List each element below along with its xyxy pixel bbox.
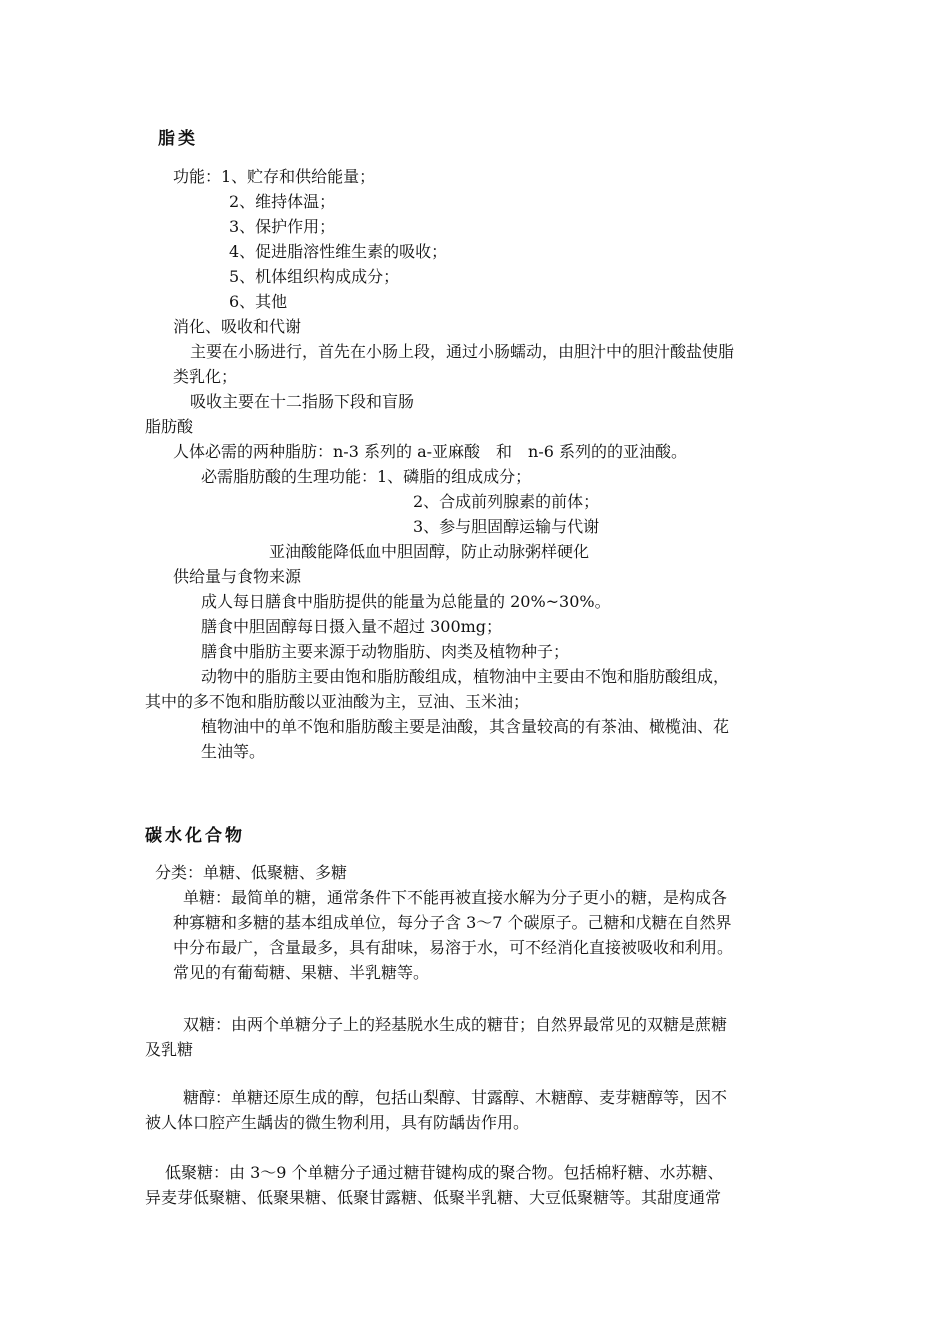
supply-line-7: 生油等。 <box>201 742 266 761</box>
physio-function-item-3: 3、参与胆固醇运输与代谢 <box>413 517 600 536</box>
function-item-2: 2、维持体温； <box>229 192 336 211</box>
oligosaccharide-line-1: 低聚糖：由 3～9 个单糖分子通过糖苷键构成的聚合物。包括棉籽糖、水苏糖、 <box>165 1163 724 1182</box>
function-item-5: 5、机体组织构成成分； <box>229 267 400 286</box>
mono-line-1: 单糖：最简单的糖，通常条件下不能再被直接水解为分子更小的糖，是构成各 <box>183 888 728 907</box>
supply-title: 供给量与食物来源 <box>173 567 302 586</box>
function-item-6: 6、其他 <box>229 292 288 311</box>
digestion-title: 消化、吸收和代谢 <box>173 317 302 336</box>
supply-line-6: 植物油中的单不饱和脂肪酸主要是油酸，其含量较高的有茶油、橄榄油、花 <box>201 717 730 736</box>
supply-line-1: 成人每日膳食中脂肪提供的能量为总能量的 20%~30%。 <box>201 592 611 611</box>
disaccharide-line-2: 及乳糖 <box>145 1040 194 1059</box>
function-item-3: 3、保护作用； <box>229 217 336 236</box>
sugar-alcohol-line-2: 被人体口腔产生龋齿的微生物利用，具有防龋齿作用。 <box>145 1113 530 1132</box>
mono-line-3: 中分布最广，含量最多，具有甜味，易溶于水，可不经消化直接被吸收和利用。 <box>173 938 734 957</box>
physio-function-item-2: 2、合成前列腺素的前体； <box>413 492 600 511</box>
essential-fatty-acids: 人体必需的两种脂肪：n-3 系列的 a-亚麻酸 和 n-6 系列的的亚油酸。 <box>173 442 687 461</box>
carb-classification: 分类：单糖、低聚糖、多糖 <box>155 863 348 882</box>
oligosaccharide-line-2: 异麦芽低聚糖、低聚果糖、低聚甘露糖、低聚半乳糖、大豆低聚糖等。其甜度通常 <box>145 1188 722 1207</box>
linoleic-note: 亚油酸能降低血中胆固醇，防止动脉粥样硬化 <box>269 542 590 561</box>
digestion-p1-line1: 主要在小肠进行，首先在小肠上段，通过小肠蠕动，由胆汁中的胆汁酸盐使脂 <box>190 342 735 361</box>
fat-heading: 脂类 <box>158 129 198 149</box>
supply-line-2: 膳食中胆固醇每日摄入量不超过 300mg； <box>201 617 503 636</box>
function-item-4: 4、促进脂溶性维生素的吸收； <box>229 242 448 261</box>
carb-heading: 碳水化合物 <box>145 826 245 846</box>
disaccharide-line-1: 双糖：由两个单糖分子上的羟基脱水生成的糖苷；自然界最常见的双糖是蔗糖 <box>183 1015 728 1034</box>
digestion-p2: 吸收主要在十二指肠下段和盲肠 <box>190 392 415 411</box>
function-label: 功能：1、贮存和供给能量； <box>173 167 376 186</box>
sugar-alcohol-line-1: 糖醇：单糖还原生成的醇，包括山梨醇、甘露醇、木糖醇、麦芽糖醇等，因不 <box>183 1088 728 1107</box>
digestion-p1-line2: 类乳化； <box>173 367 238 386</box>
supply-line-3: 膳食中脂肪主要来源于动物脂肪、肉类及植物种子； <box>201 642 570 661</box>
physio-function-label: 必需脂肪酸的生理功能：1、磷脂的组成成分； <box>201 467 532 486</box>
supply-line-4: 动物中的脂肪主要由饱和脂肪酸组成，植物油中主要由不饱和脂肪酸组成， <box>201 667 730 686</box>
supply-line-5: 其中的多不饱和脂肪酸以亚油酸为主，豆油、玉米油； <box>145 692 530 711</box>
mono-line-4: 常见的有葡萄糖、果糖、半乳糖等。 <box>173 963 430 982</box>
mono-line-2: 种寡糖和多糖的基本组成单位，每分子含 3～7 个碳原子。己糖和戊糖在自然界 <box>173 913 732 932</box>
fatty-acid-title: 脂肪酸 <box>145 417 194 436</box>
